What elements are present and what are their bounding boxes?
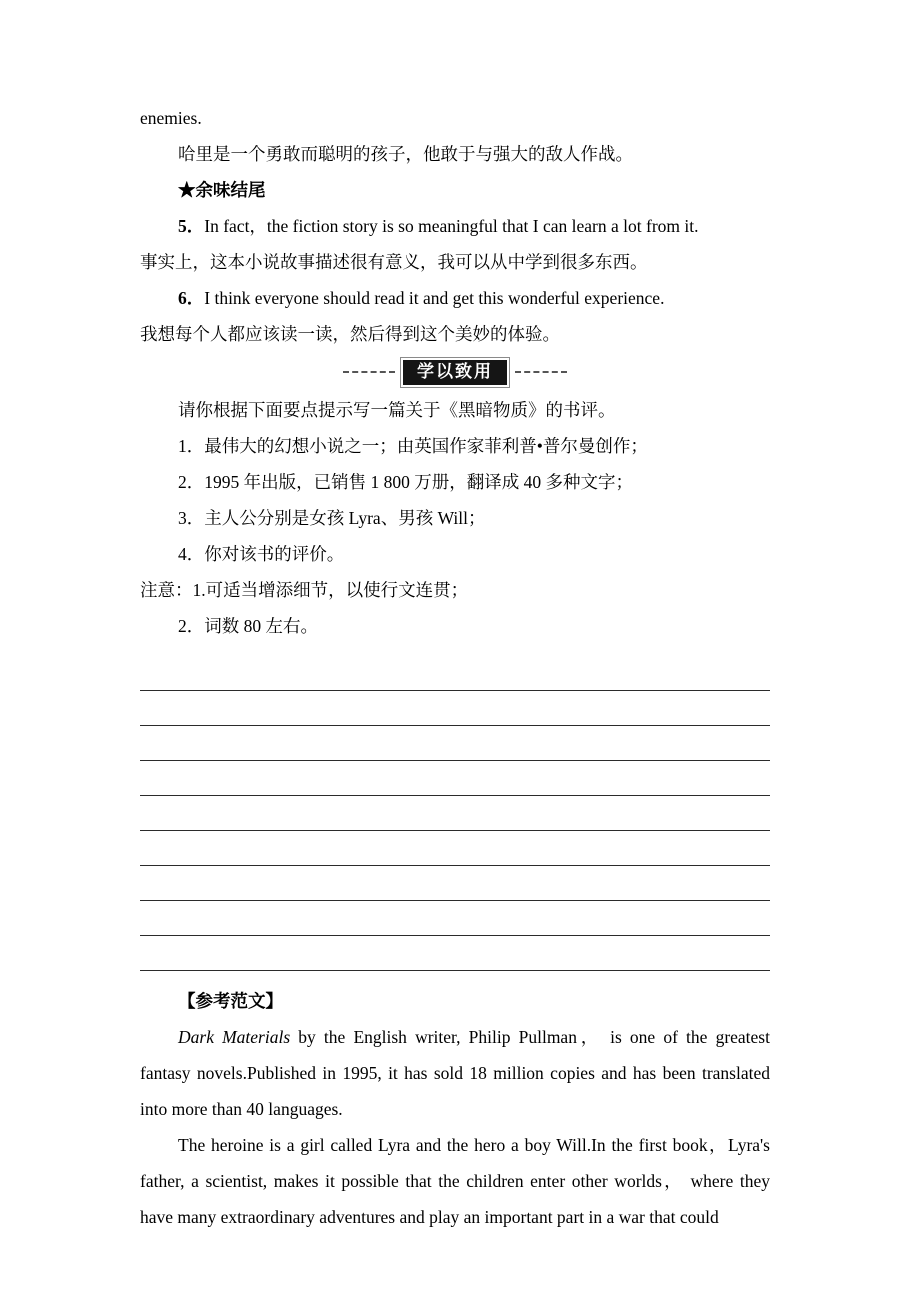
- reference-paragraph-2-text: The heroine is a girl called Lyra and the hero a boy Will.In the first book，Lyra's father, a scientist, makes it possible that the children enter other worlds， where they have many extraordinary adventures and play an important part in a war that could: [140, 1135, 770, 1227]
- banner-label: 学以致用: [403, 360, 507, 385]
- numbered-sentence-6: [140, 280, 770, 316]
- sentence-6-number: 6．: [178, 288, 205, 308]
- english-tail-text: enemies.: [140, 108, 202, 128]
- writing-line: [140, 866, 770, 901]
- sentence-5-number: 5．: [178, 216, 205, 236]
- task-point-2: [140, 464, 770, 500]
- translation-text: 哈里是一个勇敢而聪明的孩子，他敢于与强大的敌人作战。: [178, 144, 633, 164]
- task-point-text: 2．1995 年出版，已销售 1 800 万册，翻译成 40 多种文字；: [178, 472, 633, 492]
- task-prompt-text: 请你根据下面要点提示写一篇关于《黑暗物质》的书评。: [178, 400, 616, 420]
- sentence-5-translation: [140, 244, 770, 280]
- writing-line: [140, 796, 770, 831]
- writing-line: [140, 936, 770, 971]
- writing-lines: [140, 656, 770, 971]
- task-point-1: [140, 428, 770, 464]
- translation-text: 我想每个人都应该读一读，然后得到这个美妙的体验。: [140, 324, 560, 344]
- task-note-1: [140, 572, 770, 608]
- section-star-heading: [140, 172, 770, 208]
- sentence-6-text: I think everyone should read it and get this wonderful experience.: [204, 288, 665, 308]
- section-banner: [140, 354, 770, 390]
- reference-paragraph-2: [140, 1127, 770, 1235]
- task-note-2: [140, 608, 770, 644]
- banner-decoration-right: [515, 371, 567, 373]
- task-note-text: 2．词数 80 左右。: [178, 616, 318, 636]
- task-prompt: [140, 392, 770, 428]
- star-heading-text: ★余味结尾: [178, 180, 266, 200]
- task-point-4: [140, 536, 770, 572]
- sentence-5-text: In fact，the fiction story is so meaningful that I can learn a lot from it.: [204, 216, 699, 236]
- chinese-translation-harry: [140, 136, 770, 172]
- writing-line: [140, 831, 770, 866]
- sentence-6-translation: [140, 316, 770, 352]
- writing-line: [140, 691, 770, 726]
- reference-heading-text: 【参考范文】: [178, 991, 283, 1011]
- reference-paragraph-1: [140, 1019, 770, 1127]
- reference-heading: [140, 983, 770, 1019]
- task-point-text: 3．主人公分别是女孩 Lyra、男孩 Will；: [178, 508, 486, 528]
- reference-paragraph-1-text: by the English writer, Philip Pullman， is one of the greatest fantasy novels.Published in 1995, it has sold 18 million copies and has been translated into more than 40 languages.: [140, 1027, 770, 1119]
- book-title-italic: Dark Materials: [178, 1027, 291, 1047]
- task-point-3: [140, 500, 770, 536]
- task-point-text: 4．你对该书的评价。: [178, 544, 345, 564]
- task-point-text: 1．最伟大的幻想小说之一；由英国作家菲利普•普尔曼创作；: [178, 436, 648, 456]
- writing-line: [140, 726, 770, 761]
- english-sentence-continuation: [140, 100, 770, 136]
- writing-line: [140, 901, 770, 936]
- banner-decoration-left: [343, 371, 395, 373]
- numbered-sentence-5: [140, 208, 770, 244]
- translation-text: 事实上，这本小说故事描述很有意义，我可以从中学到很多东西。: [140, 252, 648, 272]
- task-note-text: 注意：1.可适当增添细节，以使行文连贯；: [140, 580, 469, 600]
- writing-line: [140, 761, 770, 796]
- writing-line: [140, 656, 770, 691]
